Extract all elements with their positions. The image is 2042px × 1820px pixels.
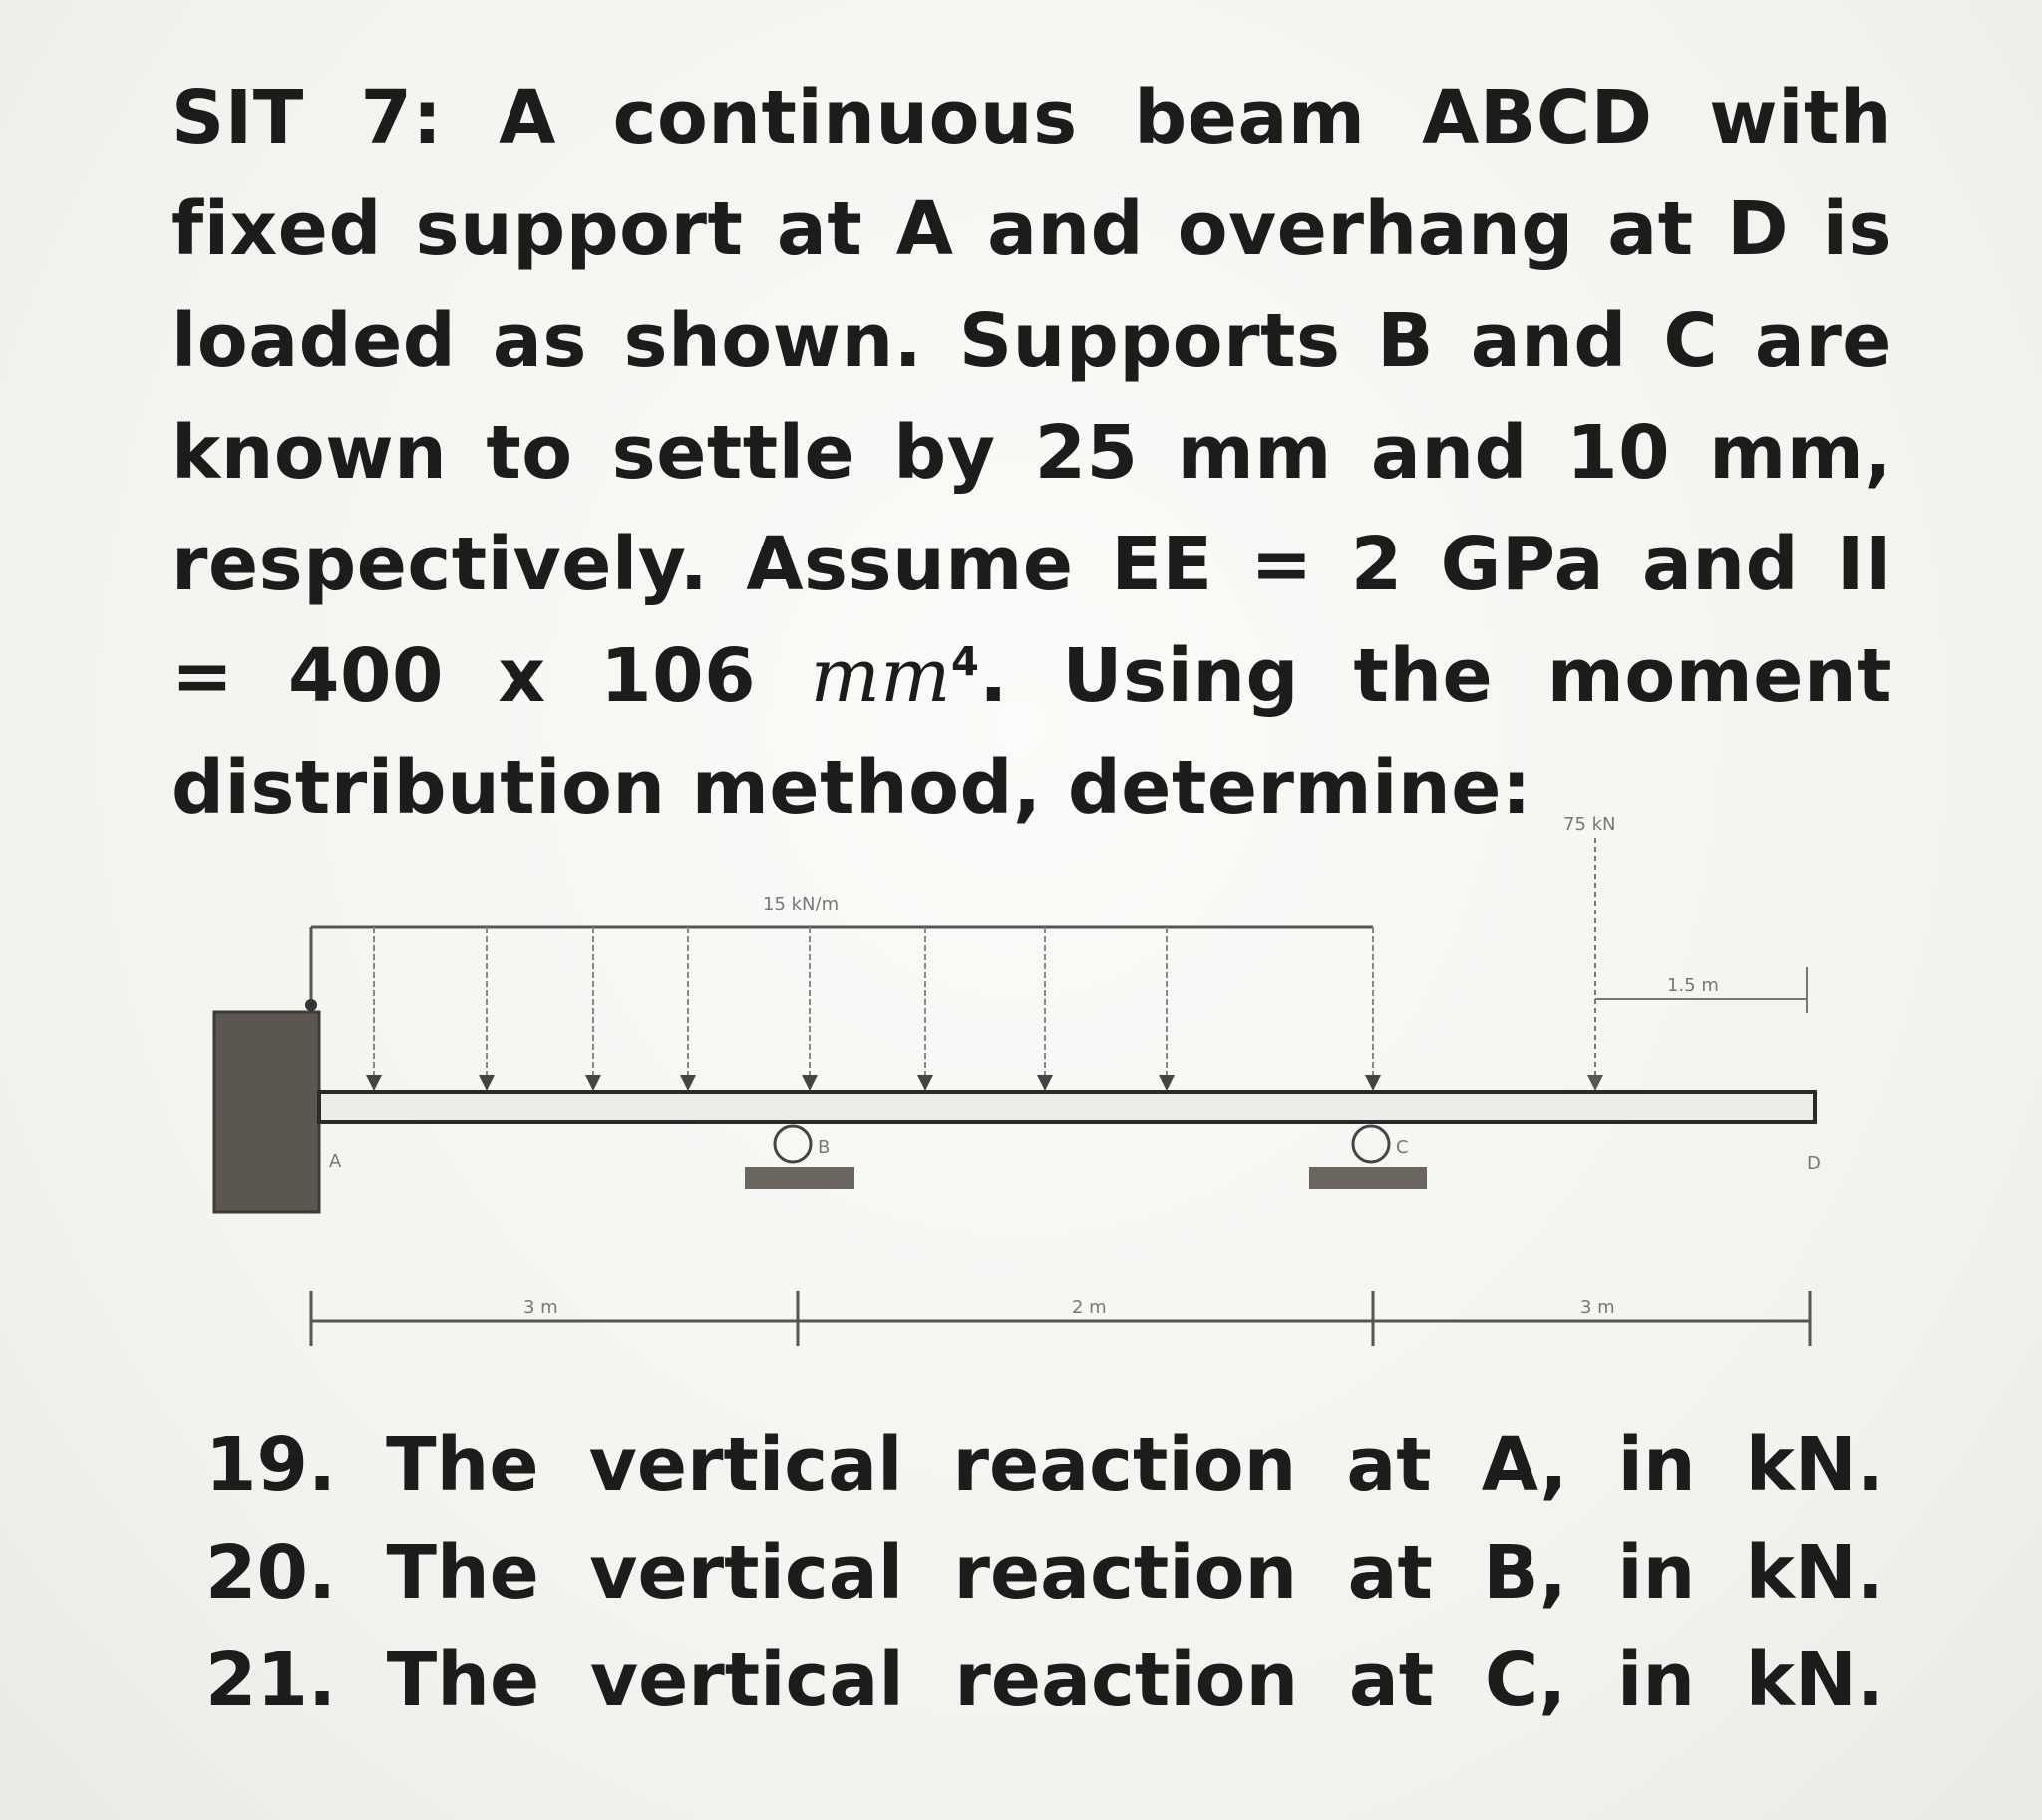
- problem-statement: [171, 62, 1892, 844]
- q19-word: A,: [1481, 1422, 1568, 1508]
- problem-lead: SIT 7: A continuous beam ABCD with fixed support at A and overhang at D is loaded as shown. Supports B and C are known to settle by 25 mm and 10 mm, respectively. Assume EE = 2 GPa and II = 400 x 106: [171, 75, 1892, 719]
- roller-support-b: [745, 1126, 854, 1189]
- q21-word: reaction: [954, 1638, 1299, 1723]
- udl-arrows: [366, 927, 1381, 1091]
- udl-arrowhead: [680, 1075, 696, 1091]
- beam: [319, 1092, 1815, 1122]
- fixed-support-wall: [214, 1012, 319, 1212]
- udl-left-end-dot: [305, 999, 317, 1011]
- beam-diagram: [199, 788, 1855, 1386]
- q21-word: C,: [1484, 1638, 1567, 1723]
- q20-word: kN.: [1745, 1530, 1884, 1616]
- udl-arrowhead: [479, 1075, 495, 1091]
- udl-arrowhead: [917, 1075, 933, 1091]
- q19-word: at: [1346, 1422, 1432, 1508]
- q21-word: in: [1616, 1638, 1696, 1723]
- q19-word: vertical: [588, 1422, 903, 1508]
- udl-arrowhead: [802, 1075, 818, 1091]
- q19-word: reaction: [952, 1422, 1297, 1508]
- inertia-exponent: 4: [950, 639, 980, 686]
- q20-number: 20.: [205, 1530, 337, 1616]
- inertia-unit: mm: [810, 633, 951, 719]
- udl-arrowhead: [1365, 1075, 1381, 1091]
- q21-word: at: [1348, 1638, 1435, 1723]
- support-b-label: B: [818, 1137, 831, 1158]
- q21-word: The: [386, 1638, 540, 1723]
- q19-word: kN.: [1745, 1422, 1884, 1508]
- support-a-label: A: [329, 1151, 342, 1172]
- q19-number: 19.: [205, 1422, 337, 1508]
- udl-arrowhead: [1159, 1075, 1175, 1091]
- udl-arrowhead: [366, 1075, 382, 1091]
- q21-word: vertical: [589, 1638, 904, 1723]
- problem-tail: . Using the moment distribution method, determine:: [171, 633, 1893, 831]
- overhang-dim-label: 1.5 m: [1667, 975, 1719, 996]
- roller-support-c: [1309, 1126, 1427, 1189]
- span-cd-label: 3 m: [1580, 1297, 1615, 1318]
- question-21: [205, 1627, 1884, 1734]
- point-load-arrowhead: [1587, 1075, 1603, 1091]
- span-ab-label: 3 m: [523, 1297, 558, 1318]
- q20-word: in: [1617, 1530, 1696, 1616]
- udl-arrowhead: [1037, 1075, 1053, 1091]
- q20-word: The: [386, 1530, 539, 1616]
- q20-word: at: [1347, 1530, 1433, 1616]
- q20-word: reaction: [953, 1530, 1298, 1616]
- question-list: [205, 1411, 1884, 1734]
- udl-arrowhead: [585, 1075, 601, 1091]
- span-bc-label: 2 m: [1072, 1297, 1107, 1318]
- q19-word: The: [386, 1422, 539, 1508]
- point-load-label: 75 kN: [1563, 814, 1616, 835]
- question-20: [205, 1519, 1884, 1627]
- q20-word: B,: [1483, 1530, 1567, 1616]
- question-19: [205, 1411, 1884, 1519]
- q20-word: vertical: [589, 1530, 904, 1616]
- support-c-label: C: [1396, 1137, 1409, 1158]
- q19-word: in: [1617, 1422, 1696, 1508]
- q21-number: 21.: [205, 1638, 337, 1723]
- beam-diagram-svg: [199, 788, 1855, 1386]
- q21-word: kN.: [1745, 1638, 1884, 1723]
- support-d-label: D: [1807, 1153, 1821, 1174]
- udl-label: 15 kN/m: [763, 894, 840, 914]
